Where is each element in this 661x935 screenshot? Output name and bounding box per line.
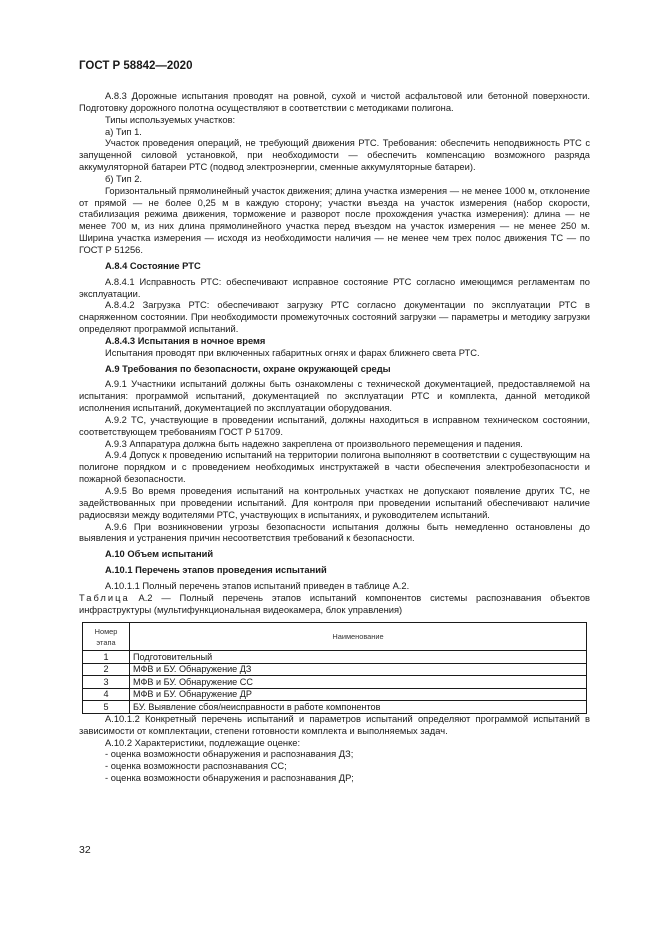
- paragraph: А.10.1.1 Полный перечень этапов испытаний приведен в таблице А.2.: [105, 580, 410, 591]
- stages-table: [82, 622, 587, 714]
- document-header: ГОСТ Р 58842—2020: [79, 60, 193, 72]
- paragraph: Испытания проводят при включенных габаритных огнях и фарах ближнего света РТС.: [105, 347, 480, 358]
- column-header-name: Наименование: [130, 623, 587, 651]
- table-row: [83, 651, 587, 664]
- paragraph: А.8.3 Дорожные испытания проводят на ровной, сухой и чистой асфальтовой или бетонной поверхности. Подготовку дорожного полотна осуществляют в соответствии с методиками полигона.: [79, 91, 590, 113]
- table-caption-label: Таблица: [79, 592, 130, 603]
- paragraph: А.9.4 Допуск к проведению испытаний на территории полигона выполняют в соответствии с существующим на полигоне порядком и с проведением необходимых инструктажей в части обеспечения электробезопасности и пожарной безопасности.: [79, 450, 590, 485]
- table-row: [83, 688, 587, 701]
- table-caption-text: А.2 — Полный перечень этапов испытаний компонентов системы распознавания объектов инфраструктуры (мультифункциональная видеокамера, блок управления): [79, 592, 590, 615]
- section-heading: А.8.4 Состояние РТС: [105, 260, 201, 271]
- list-item: - оценка возможности обнаружения и распознавания ДР;: [105, 773, 354, 784]
- table-row: [83, 701, 587, 714]
- section-heading: А.10.1 Перечень этапов проведения испытаний: [105, 565, 327, 576]
- paragraph: А.9.1 Участники испытаний должны быть ознакомлены с технической документацией, предоставляемой на испытания: программой испытаний, документацией по эксплуатации РТС и комплекта, данной методикой исполнения испытаний, документацией по эксплуатации оборудования.: [79, 379, 590, 414]
- section-heading: А.9 Требования по безопасности, охране окружающей среды: [105, 363, 391, 374]
- paragraph: Типы используемых участков:: [105, 114, 236, 125]
- stage-name: БУ. Выявление сбоя/неисправности в работе компонентов: [130, 701, 587, 714]
- paragraph: А.9.5 Во время проведения испытаний на контрольных участках не допускают появление других ТС, не задействованных при проведении испытаний. Для контроля при проведении испытаний обеспечивают наличие радиосвязи между водителями РТС, участвующих в испытаниях, и руководителем испытаний.: [79, 486, 590, 520]
- stage-number: 5: [83, 701, 130, 714]
- stage-name: МФВ и БУ. Обнаружение ДР: [130, 688, 587, 701]
- stage-number: 4: [83, 688, 130, 701]
- table-caption: [79, 593, 590, 617]
- paragraph: А.8.4.1 Исправность РТС: обеспечивают исправное состояние РТС согласно имеющимся регламентам по эксплуатации.: [79, 276, 590, 299]
- list-item: - оценка возможности распознавания СС;: [105, 761, 287, 772]
- page-body: [79, 91, 590, 785]
- paragraph: А.8.4.2 Загрузка РТС: обеспечивают загрузку РТС согласно документации по эксплуатации РТС в снаряженном состоянии. При необходимости промежуточных состояний загрузки — параметры и методику загрузки определяют программой испытаний.: [79, 300, 590, 335]
- stage-name: Подготовительный: [130, 651, 587, 664]
- stage-number: 2: [83, 663, 130, 676]
- paragraph: А.10.1.2 Конкретный перечень испытаний и параметров испытаний определяют программой испытаний в зависимости от комплектации, степени готовности комплекта и выполняемых задач.: [79, 713, 590, 736]
- page-number: 32: [79, 844, 91, 856]
- stage-name: МФВ и БУ. Обнаружение СС: [130, 676, 587, 689]
- stage-number: 1: [83, 651, 130, 664]
- table-row: [83, 676, 587, 689]
- paragraph: А.9.3 Аппаратура должна быть надежно закреплена от произвольного перемещения и падения.: [105, 438, 523, 449]
- table-header-row: [83, 623, 587, 651]
- paragraph: Горизонтальный прямолинейный участок движения; длина участка измерения — не менее 1000 м, отклонение от прямой — не более 0,25 м в каждую сторону; участки въезда на участок измерения (набор скорости, стабилизация режима движения, торможение и разворот после прохождения участка измерения): длина — не менее 700 м, из них длина прямолинейного участка перед въездом на участок измерения — не менее 250 м. Ширина участка измерения — исходя из необходимости наличия — не менее чем трех полос движения ТС — по ГОСТ Р 51256.: [79, 185, 590, 255]
- paragraph: Участок проведения операций, не требующий движения РТС. Требования: обеспечить неподвижность РТС с запущенной силовой установкой, при необходимости — обеспечить компенсацию возможного разряда аккумуляторной батареи РТС (подвод электроэнергии, сменные аккумуляторные батареи).: [79, 138, 590, 173]
- paragraph: А.9.2 ТС, участвующие в проведении испытаний, должны находиться в исправном техническом состоянии, соответствующем требованиям ГОСТ Р 51709.: [79, 414, 590, 437]
- paragraph: А.10.2 Характеристики, подлежащие оценке:: [105, 737, 301, 748]
- stage-name: МФВ и БУ. Обнаружение ДЗ: [130, 663, 587, 676]
- list-item: б) Тип 2.: [105, 173, 143, 184]
- paragraph: А.9.6 При возникновении угрозы безопасности испытания должны быть немедленно остановлены до выявления и устранения причин несоответствия требований к безопасности.: [79, 521, 590, 544]
- list-item: а) Тип 1.: [105, 126, 142, 137]
- column-header-number: Номер этапа: [83, 623, 130, 651]
- table-row: [83, 663, 587, 676]
- section-heading: А.8.4.3 Испытания в ночное время: [105, 335, 266, 346]
- list-item: - оценка возможности обнаружения и распознавания ДЗ;: [105, 749, 354, 760]
- stage-number: 3: [83, 676, 130, 689]
- section-heading: А.10 Объем испытаний: [105, 549, 214, 560]
